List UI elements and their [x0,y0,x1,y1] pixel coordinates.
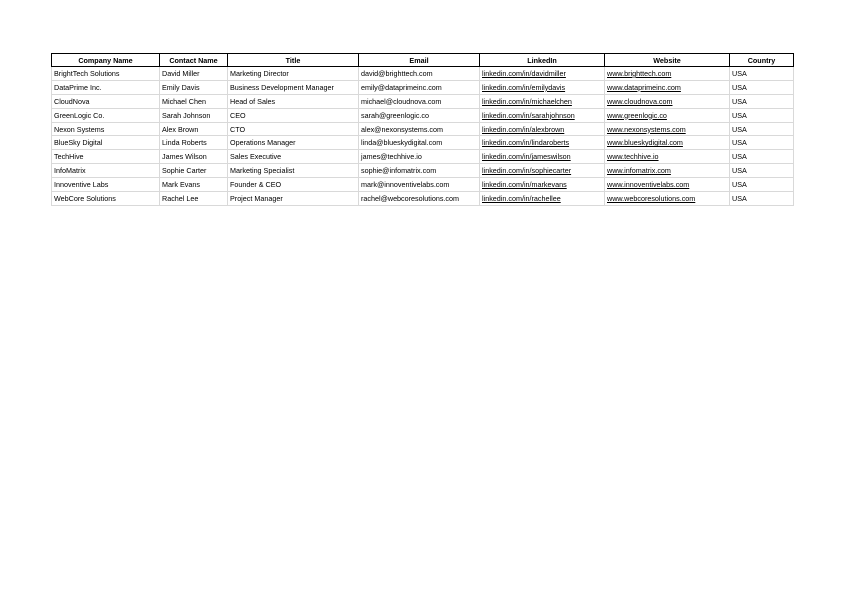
table-header-row [52,54,794,67]
cell-country: USA [730,150,794,164]
cell-country: USA [730,94,794,108]
linkedin-link[interactable]: linkedin.com/in/markevans [482,180,567,190]
cell-email: linda@blueskydigital.com [359,136,480,150]
website-link[interactable]: www.blueskydigital.com [607,138,683,148]
cell-title: Operations Manager [228,136,359,150]
cell-email: emily@dataprimeinc.com [359,80,480,94]
cell-country: USA [730,178,794,192]
cell-website [605,192,730,206]
cell-country: USA [730,136,794,150]
cell-title: Marketing Director [228,67,359,81]
table-row [52,94,794,108]
table-row [52,164,794,178]
cell-email: rachel@webcoresolutions.com [359,192,480,206]
cell-email: james@techhive.io [359,150,480,164]
cell-contact-name: David Miller [160,67,228,81]
table-row [52,136,794,150]
table-row [52,122,794,136]
cell-company-name: TechHive [52,150,160,164]
cell-email: david@brighttech.com [359,67,480,81]
cell-country: USA [730,108,794,122]
website-link[interactable]: www.brighttech.com [607,68,672,78]
website-link[interactable]: www.innoventivelabs.com [607,180,690,190]
cell-linkedin [480,67,605,81]
cell-company-name: Innoventive Labs [52,178,160,192]
linkedin-link[interactable]: linkedin.com/in/jameswilson [482,152,571,162]
cell-email: mark@innoventivelabs.com [359,178,480,192]
cell-country: USA [730,80,794,94]
linkedin-link[interactable]: linkedin.com/in/sarahjohnson [482,110,575,120]
linkedin-link[interactable]: linkedin.com/in/alexbrown [482,124,565,134]
cell-contact-name: Emily Davis [160,80,228,94]
cell-contact-name: Sophie Carter [160,164,228,178]
cell-linkedin [480,108,605,122]
website-link[interactable]: www.webcoresolutions.com [607,193,696,203]
cell-country: USA [730,164,794,178]
cell-company-name: WebCore Solutions [52,192,160,206]
cell-country: USA [730,192,794,206]
table-row [52,108,794,122]
cell-contact-name: Sarah Johnson [160,108,228,122]
website-link[interactable]: www.dataprimeinc.com [607,82,681,92]
cell-website [605,178,730,192]
cell-website [605,164,730,178]
header-title: Title [228,54,359,67]
cell-website [605,67,730,81]
cell-linkedin [480,94,605,108]
cell-email: sophie@infomatrix.com [359,164,480,178]
linkedin-link[interactable]: linkedin.com/in/davidmiller [482,68,566,78]
cell-linkedin [480,178,605,192]
cell-website [605,150,730,164]
table-row [52,67,794,81]
cell-title: Business Development Manager [228,80,359,94]
cell-contact-name: Rachel Lee [160,192,228,206]
cell-country: USA [730,67,794,81]
header-country: Country [730,54,794,67]
cell-website [605,136,730,150]
table-row [52,192,794,206]
cell-contact-name: James Wilson [160,150,228,164]
cell-email: alex@nexonsystems.com [359,122,480,136]
header-website: Website [605,54,730,67]
cell-title: Sales Executive [228,150,359,164]
cell-contact-name: Mark Evans [160,178,228,192]
cell-website [605,94,730,108]
website-link[interactable]: www.techhive.io [607,152,659,162]
linkedin-link[interactable]: linkedin.com/in/sophiecarter [482,166,572,176]
linkedin-link[interactable]: linkedin.com/in/lindaroberts [482,138,570,148]
linkedin-link[interactable]: linkedin.com/in/emilydavis [482,82,566,92]
cell-company-name: DataPrime Inc. [52,80,160,94]
header-email: Email [359,54,480,67]
cell-title: Project Manager [228,192,359,206]
website-link[interactable]: www.greenlogic.co [607,110,667,120]
table-row [52,80,794,94]
cell-company-name: BrightTech Solutions [52,67,160,81]
table-row [52,178,794,192]
cell-company-name: Nexon Systems [52,122,160,136]
cell-linkedin [480,192,605,206]
cell-linkedin [480,136,605,150]
cell-company-name: InfoMatrix [52,164,160,178]
cell-website [605,122,730,136]
cell-title: Head of Sales [228,94,359,108]
table-row [52,150,794,164]
cell-title: CEO [228,108,359,122]
contacts-table [51,53,794,206]
cell-title: Marketing Specialist [228,164,359,178]
cell-company-name: CloudNova [52,94,160,108]
cell-company-name: BlueSky Digital [52,136,160,150]
header-contact-name: Contact Name [160,54,228,67]
cell-contact-name: Michael Chen [160,94,228,108]
cell-website [605,108,730,122]
website-link[interactable]: www.nexonsystems.com [607,124,686,134]
cell-linkedin [480,150,605,164]
linkedin-link[interactable]: linkedin.com/in/michaelchen [482,96,572,106]
linkedin-link[interactable]: linkedin.com/in/rachellee [482,193,561,203]
website-link[interactable]: www.cloudnova.com [607,96,673,106]
cell-website [605,80,730,94]
table-body [52,67,794,206]
cell-title: Founder & CEO [228,178,359,192]
cell-company-name: GreenLogic Co. [52,108,160,122]
cell-country: USA [730,122,794,136]
website-link[interactable]: www.infomatrix.com [607,166,671,176]
header-linkedin: LinkedIn [480,54,605,67]
cell-email: michael@cloudnova.com [359,94,480,108]
cell-title: CTO [228,122,359,136]
header-company-name: Company Name [52,54,160,67]
cell-contact-name: Linda Roberts [160,136,228,150]
cell-email: sarah@greenlogic.co [359,108,480,122]
cell-linkedin [480,122,605,136]
cell-linkedin [480,164,605,178]
cell-linkedin [480,80,605,94]
cell-contact-name: Alex Brown [160,122,228,136]
